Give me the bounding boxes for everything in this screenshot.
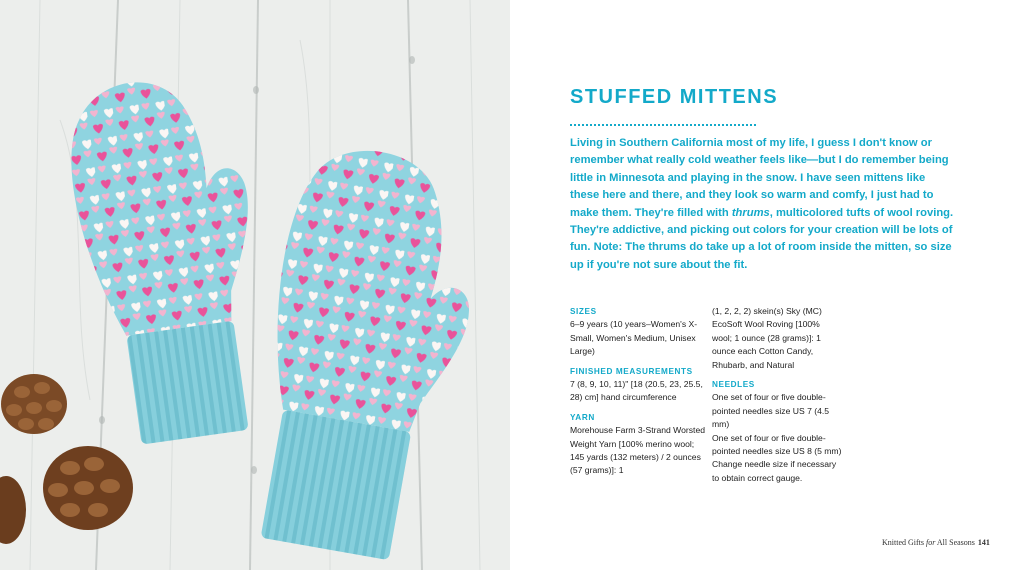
specs-column-2 [712, 305, 842, 485]
yarn-text: Morehouse Farm 3-Strand Worsted Weight Yarn [100% merino wool; 145 yards (132 meters) / 2 ounces (57 grams)]: 1 [570, 425, 706, 476]
needles-text-2: One set of four or five double-pointed needles size US 8 (5 mm) [712, 432, 842, 457]
needles-text-3: Change needle size if necessary to obtain correct gauge. [712, 459, 837, 483]
page-footer [882, 538, 990, 547]
book-title: Knitted Gifts for All Seasons [882, 538, 975, 547]
needles-text-1: One set of four or five double-pointed needles size US 7 (4.5 mm) [712, 392, 830, 430]
intro-text: Living in Southern California most of my life, I guess I don't know or remember what really cold weather feels like—but I do remember being little in Minnesota and playing in the snow. I have seen mittens like these here and there, and they look so warm and comfy, I just had to make them. They're filled with [570, 137, 949, 219]
page-title: STUFFED MITTENS [570, 86, 779, 108]
finished-measurements-heading: FINISHED MEASUREMENTS [570, 366, 693, 376]
needles-heading: NEEDLES [712, 380, 755, 390]
intro-paragraph [570, 135, 955, 274]
yarn-continued-text: (1, 2, 2, 2) skein(s) Sky (MC) [712, 306, 822, 316]
finished-measurements-text: 7 (8, 9, 10, 11)" [18 (20.5, 23, 25.5, 28) cm] hand circumference [570, 379, 703, 403]
sizes-heading: SIZES [570, 307, 597, 316]
roving-text: EcoSoft Wool Roving [100% wool; 1 ounce (28 grams)]: 1 ounce each Cotton Candy, Rhubarb, and Natural [712, 319, 821, 370]
specs-column-1 [570, 305, 705, 478]
yarn-heading: YARN [570, 412, 595, 422]
dotted-divider [570, 124, 756, 126]
intro-italic: thrums [731, 206, 770, 219]
sizes-text: 6–9 years (10 years–Women's X-Small, Women's Medium, Unisex Large) [570, 319, 698, 357]
page-number: 141 [977, 538, 990, 547]
pattern-text-page [510, 0, 1020, 570]
intro-text-end: , multicolored tufts of wool roving. They're addictive, and picking out colors for your creation will be lots of fun. Note: The thrums do take up a lot of room inside the mitten, so size up if you're not sure about the fit. [570, 206, 954, 271]
